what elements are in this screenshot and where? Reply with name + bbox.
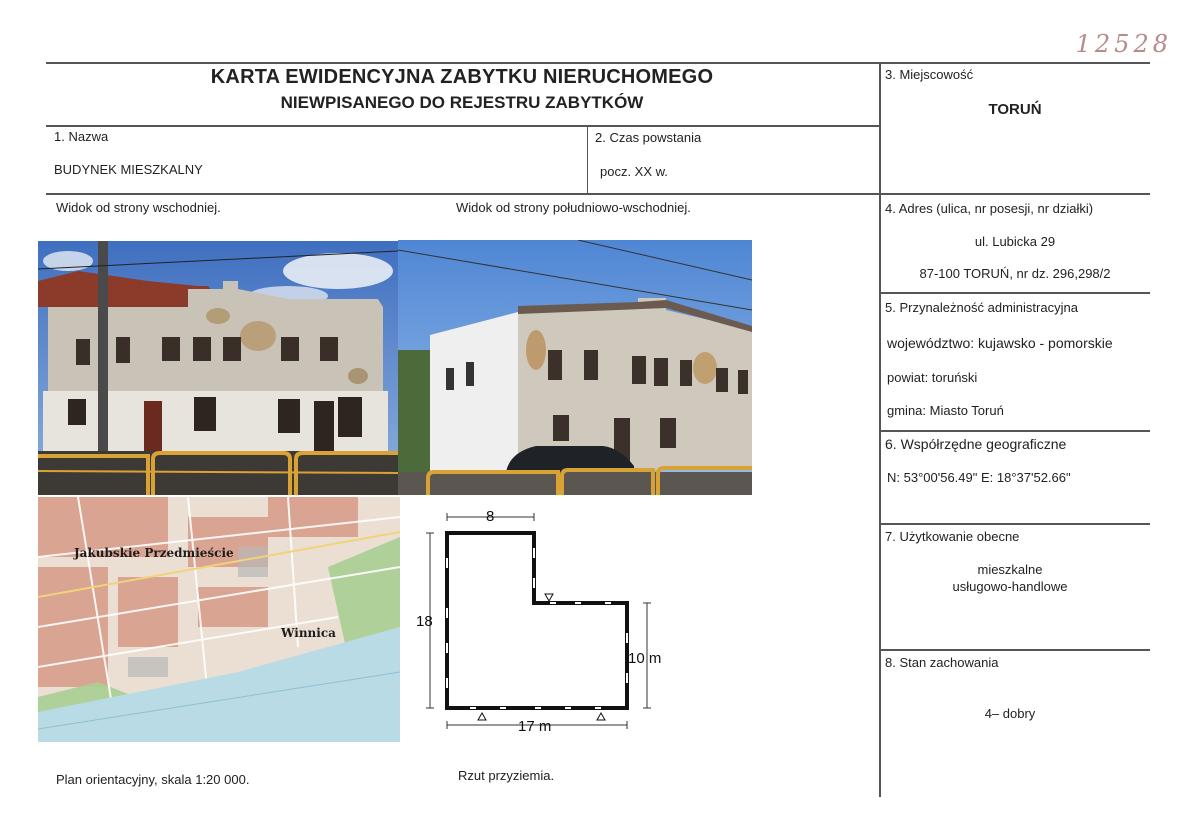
coords-value: N: 53°00'56.49" E: 18°37'52.66"	[887, 470, 1071, 485]
name-date-divider	[587, 125, 588, 194]
rule-after-use	[880, 649, 1150, 651]
header-bottom-rule	[46, 125, 880, 127]
rule-after-admin	[880, 430, 1150, 432]
floor-plan	[410, 503, 680, 743]
state-value: 4– dobry	[984, 706, 1036, 721]
date-label: 2. Czas powstania	[595, 130, 702, 145]
name-value: BUDYNEK MIESZKALNY	[54, 162, 203, 177]
address-line1: ul. Lubicka 29	[974, 234, 1056, 249]
plan-caption: Rzut przyziemia.	[458, 768, 555, 783]
top-rule	[46, 62, 1150, 64]
locality-value: TORUŃ	[988, 101, 1042, 118]
photo-east-caption: Widok od strony wschodniej.	[56, 200, 221, 215]
card-subtitle: NIEWPISANEGO DO REJESTRU ZABYTKÓW	[280, 93, 644, 112]
dim-top: 8	[486, 508, 495, 525]
use-line1: mieszkalne	[977, 562, 1043, 577]
use-label: 7. Użytkowanie obecne	[885, 529, 1020, 544]
county: powiat: toruński	[887, 370, 978, 385]
photo-southeast-caption: Widok od strony południowo-wschodniej.	[456, 200, 691, 215]
card-title: KARTA EWIDENCYJNA ZABYTKU NIERUCHOMEGO	[210, 66, 714, 88]
coords-label: 6. Współrzędne geograficzne	[885, 436, 1067, 452]
dim-bottom: 17 m	[518, 718, 552, 735]
locality-label: 3. Miejscowość	[885, 67, 974, 82]
map-caption: Plan orientacyjny, skala 1:20 000.	[56, 772, 250, 787]
address-line2: 87-100 TORUŃ, nr dz. 296,298/2	[919, 266, 1111, 281]
rule-after-coords	[880, 523, 1150, 525]
name-label: 1. Nazwa	[54, 129, 109, 144]
map-label-winnica: Winnica	[281, 626, 336, 640]
map-label-jakubskie: Jakubskie Przedmieście	[74, 546, 234, 560]
date-value: pocz. XX w.	[600, 164, 668, 179]
dim-right: 10 m	[628, 650, 662, 667]
use-line2: usługowo-handlowe	[952, 579, 1068, 594]
admin-label: 5. Przynależność administracyjna	[885, 300, 1078, 315]
address-label: 4. Adres (ulica, nr posesji, nr działki)	[885, 201, 1094, 216]
voivodeship: województwo: kujawsko - pomorskie	[887, 335, 1113, 351]
commune: gmina: Miasto Toruń	[887, 403, 1004, 418]
rule-after-address	[880, 292, 1150, 294]
dim-left: 18	[416, 613, 433, 630]
orientation-map	[38, 497, 400, 742]
archive-number: 12528	[1075, 30, 1172, 58]
state-label: 8. Stan zachowania	[885, 655, 999, 670]
photo-east-view	[38, 241, 398, 495]
photo-southeast-view	[398, 240, 752, 495]
name-row-bottom-rule	[46, 193, 1150, 195]
